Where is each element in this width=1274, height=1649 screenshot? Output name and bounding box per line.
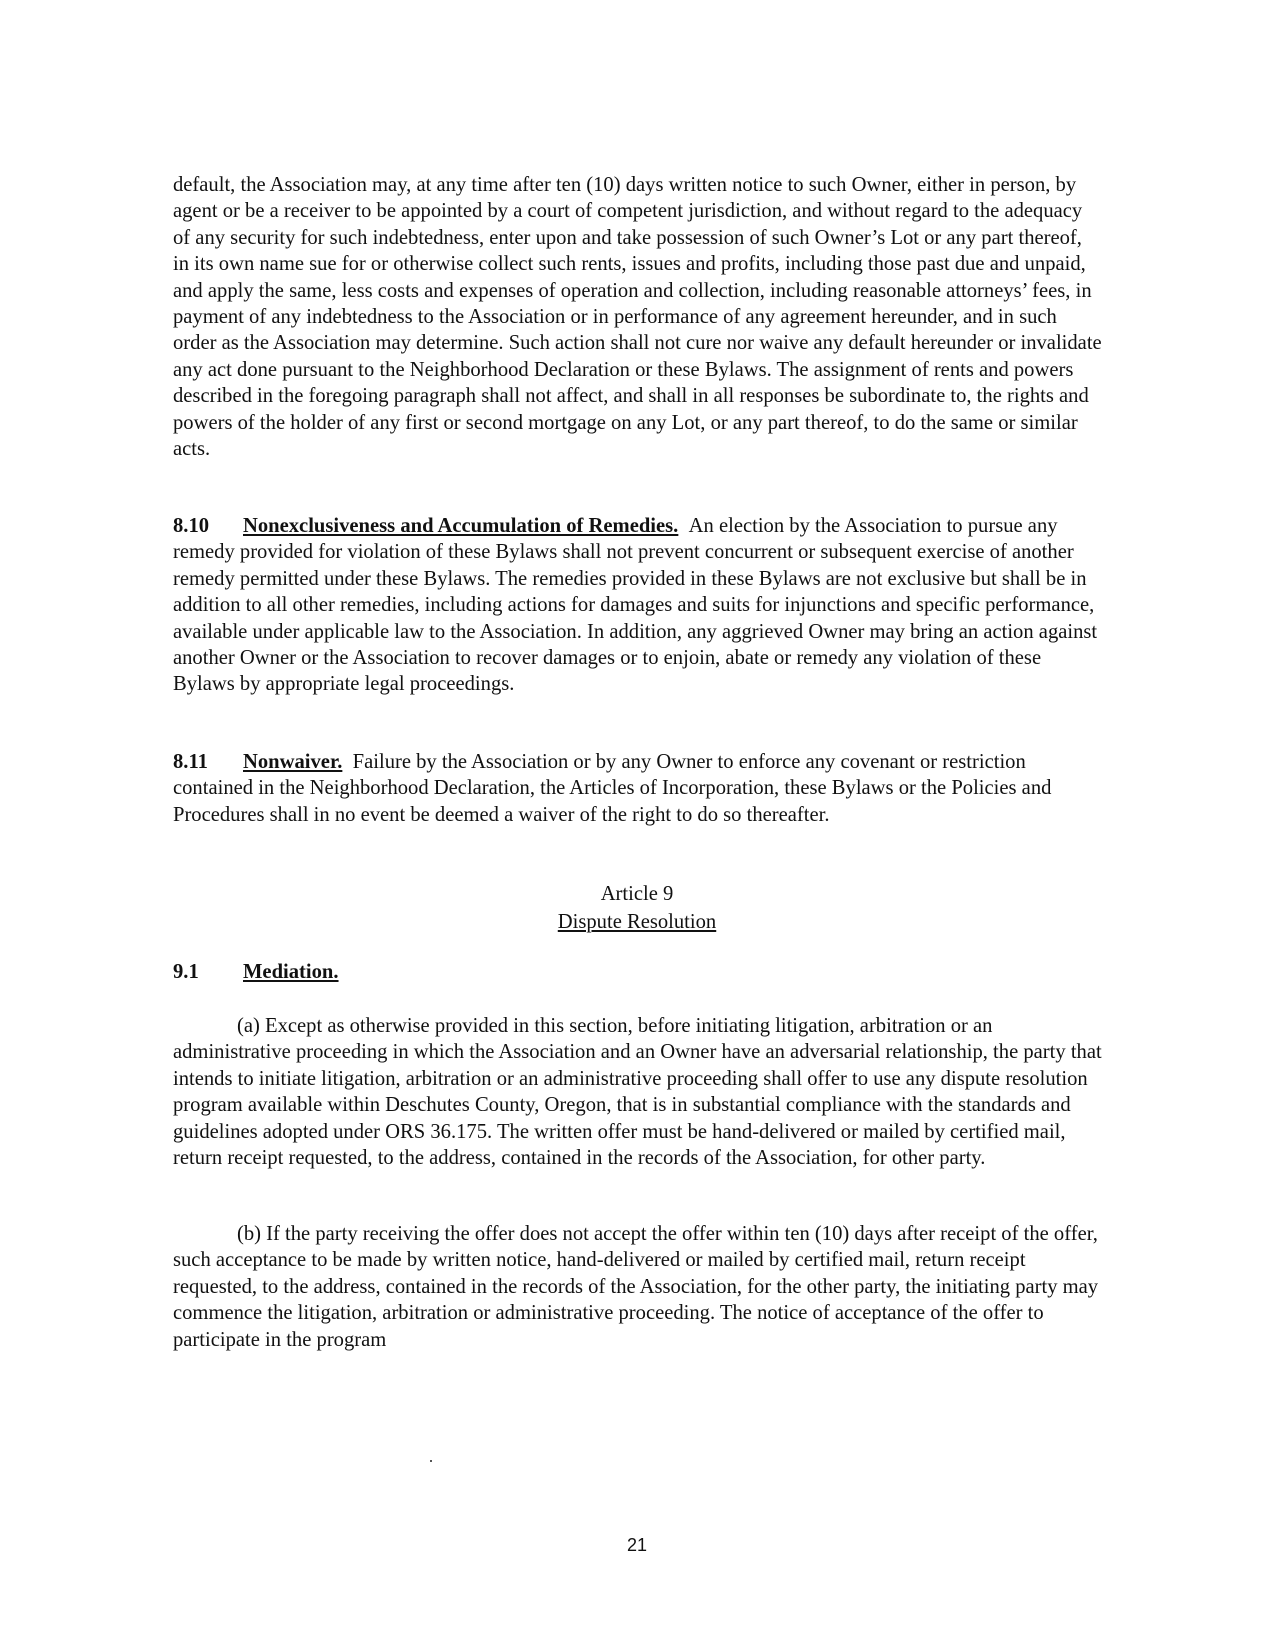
- section-9-1-heading: [173, 959, 1103, 985]
- paragraph-b: [173, 1221, 1103, 1353]
- section-8-10: [173, 513, 1103, 698]
- section-number: 9.1: [173, 961, 199, 983]
- page-number: 21: [626, 1535, 648, 1555]
- paragraph-default-remedy: [173, 172, 1103, 462]
- section-body: Failure by the Association or by any Owner to enforce any covenant or restriction contained in the Neighborhood Declaration, the Articles of Incorporation, these Bylaws or the Policies and Procedures shall in no event be deemed a waiver of the right to do so thereafter.: [173, 751, 1052, 826]
- section-8-11: [173, 749, 1103, 828]
- paragraph-text: default, the Association may, at any time after ten (10) days written notice to such Owner, either in person, by agent or be a receiver to be appointed by a court of competent jurisdiction, and without regard to the adequacy of any security for such indebtedness, enter upon and take possession of such Owner’s Lot or any part thereof, in its own name sue for or otherwise collect such rents, issues and profits, including those past due and unpaid, and apply the same, less costs and expenses of operation and collection, including reasonable attorneys’ fees, in payment of any indebtedness to the Association or in performance of any agreement hereunder, and in such order as the Association may determine. Such action shall not cure nor waive any default hereunder or invalidate any act done pursuant to the Neighborhood Declaration or these Bylaws. The assignment of rents and powers described in the foregoing paragraph shall not affect, and shall in all responses be subordinate to, the rights and powers of the holder of any first or second mortgage on any Lot, or any part thereof, to do the same or similar acts.: [173, 174, 1102, 461]
- article-subtitle: Dispute Resolution: [557, 911, 717, 933]
- section-body: An election by the Association to pursue any remedy provided for violation of these Bylaws shall not prevent concurrent or subsequent exercise of another remedy permitted under these Bylaws. The remedies provided in these Bylaws are not exclusive but shall be in addition to all other remedies, including actions for damages and suits for injunctions and specific performance, available under applicable law to the Association. In addition, any aggrieved Owner may bring an action against another Owner or the Association to recover damages or to enjoin, abate or remedy any violation of these Bylaws by appropriate legal proceedings.: [173, 515, 1098, 696]
- section-heading: Mediation.: [243, 961, 339, 983]
- article-title: Article 9: [600, 883, 674, 905]
- section-number: 8.11: [173, 751, 208, 773]
- paragraph-text: (a) Except as otherwise provided in this section, before initiating litigation, arbitration or an administrative proceeding in which the Association and an Owner have an adversarial relationship, the party that intends to initiate litigation, arbitration or an administrative proceeding shall offer to use any dispute resolution program available within Deschutes County, Oregon, that is in substantial compliance with the standards and guidelines adopted under ORS 36.175. The written offer must be hand-delivered or mailed by certified mail, return receipt requested, to the address, contained in the records of the Association, for other party.: [173, 1015, 1102, 1170]
- section-number: 8.10: [173, 515, 210, 537]
- paragraph-text: (b) If the party receiving the offer does not accept the offer within ten (10) days after receipt of the offer, such acceptance to be made by written notice, hand-delivered or mailed by certified mail, return receipt requested, to the address, contained in the records of the Association, for the other party, the initiating party may commence the litigation, arbitration or administrative proceeding. The notice of acceptance of the offer to participate in the program: [173, 1223, 1099, 1351]
- section-heading: Nonwaiver.: [243, 751, 343, 773]
- section-heading: Nonexclusiveness and Accumulation of Remedies.: [243, 515, 679, 537]
- article-heading: [0, 880, 1274, 936]
- scan-speck: [430, 1460, 432, 1462]
- paragraph-a: [173, 1013, 1103, 1171]
